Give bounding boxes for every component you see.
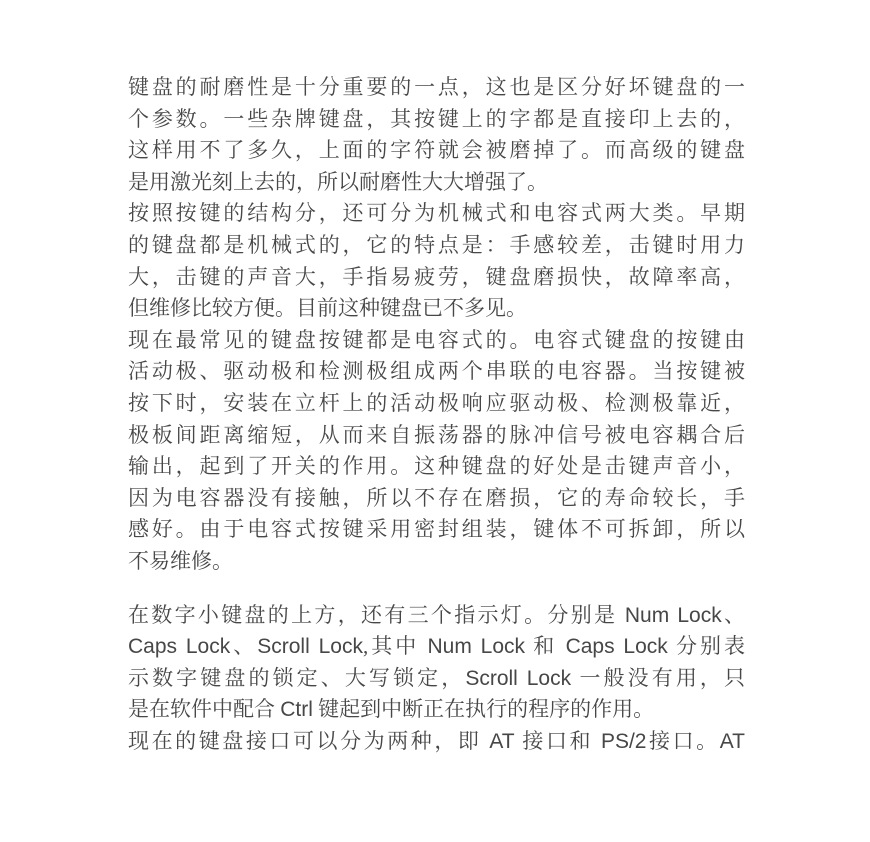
text-line: 现在最常见的键盘按键都是电容式的。电容式键盘的按键由 (128, 327, 745, 352)
text-line: 键盘的耐磨性是十分重要的一点，这也是区分好坏键盘的一 (128, 75, 745, 99)
text-line: 因为电容器没有接触，所以不存在磨损，它的寿命较长，手 (128, 485, 745, 510)
text-line: 按照按键的结构分，还可分为机械式和电容式两大类。早期 (128, 201, 745, 226)
text-line: 感好。由于电容式按键采用密封组装，键体不可拆卸，所以 (128, 517, 745, 542)
latin-text: Caps Lock (128, 635, 231, 659)
text-line: 但维修比较方便。目前这种键盘已不多见。 (128, 296, 527, 321)
text-line: 是用激光刻上去的，所以耐磨性大大增强了。 (128, 169, 548, 194)
text-line: 个参数。一些杂牌键盘，其按键上的字都是直接印上去的， (128, 106, 745, 131)
latin-text: Caps Lock (565, 635, 668, 659)
text-line: 输出，起到了开关的作用。这种键盘的好处是击键声音小， (128, 454, 745, 479)
paragraph-keyboard-interfaces (128, 726, 745, 758)
text-line: 在数字小键盘的上方，还有三个指示灯。分别是 Num Lock、 (128, 602, 745, 627)
text-line: 极板间距离缩短，从而来自振荡器的脉冲信号被电容耦合后 (128, 422, 745, 447)
text-line: 是在软件中配合 Ctrl 键起到中断正在执行的程序的作用。 (128, 697, 655, 722)
text-line: 活动极、驱动极和检测极组成两个串联的电容器。当按键被 (128, 359, 745, 384)
text-line: 这样用不了多久，上面的字符就会被磨掉了。而高级的键盘 (128, 138, 745, 163)
latin-text: Num Lock (427, 635, 526, 659)
text-line: 的键盘都是机械式的，它的特点是：手感较差，击键时用力 (128, 232, 745, 257)
paragraph-capacitive-keyboard-detail (128, 325, 745, 578)
latin-text: AT (489, 729, 515, 753)
text-line: 按下时，安装在立杆上的活动极响应驱动极、检测极靠近， (128, 390, 745, 415)
paragraph-mechanical-vs-capacitive (128, 198, 745, 324)
paragraph-spacer (128, 578, 745, 600)
document-text-block (128, 72, 745, 757)
latin-text: Ctrl (280, 698, 313, 722)
paragraph-indicator-lights (128, 600, 745, 726)
text-line: Caps Lock、Scroll Lock,其中 Num Lock 和 Caps Lock 分别表 (128, 634, 745, 659)
latin-text: PS/2 (600, 729, 647, 753)
text-line: 示数字键盘的锁定、大写锁定，Scroll Lock 一般没有用，只 (128, 665, 745, 690)
paragraph-keyboard-durability (128, 72, 745, 198)
latin-text: Scroll Lock (257, 635, 363, 659)
text-line: 不易维修。 (128, 548, 233, 573)
text-line: 大，击键的声音大，手指易疲劳，键盘磨损快，故障率高， (128, 264, 745, 289)
latin-text: Scroll Lock (465, 666, 572, 690)
latin-text: Num Lock (624, 603, 722, 627)
text-line: 现在的键盘接口可以分为两种，即 AT 接口和 PS/2接口。AT (128, 728, 745, 753)
latin-text: AT (719, 729, 745, 753)
